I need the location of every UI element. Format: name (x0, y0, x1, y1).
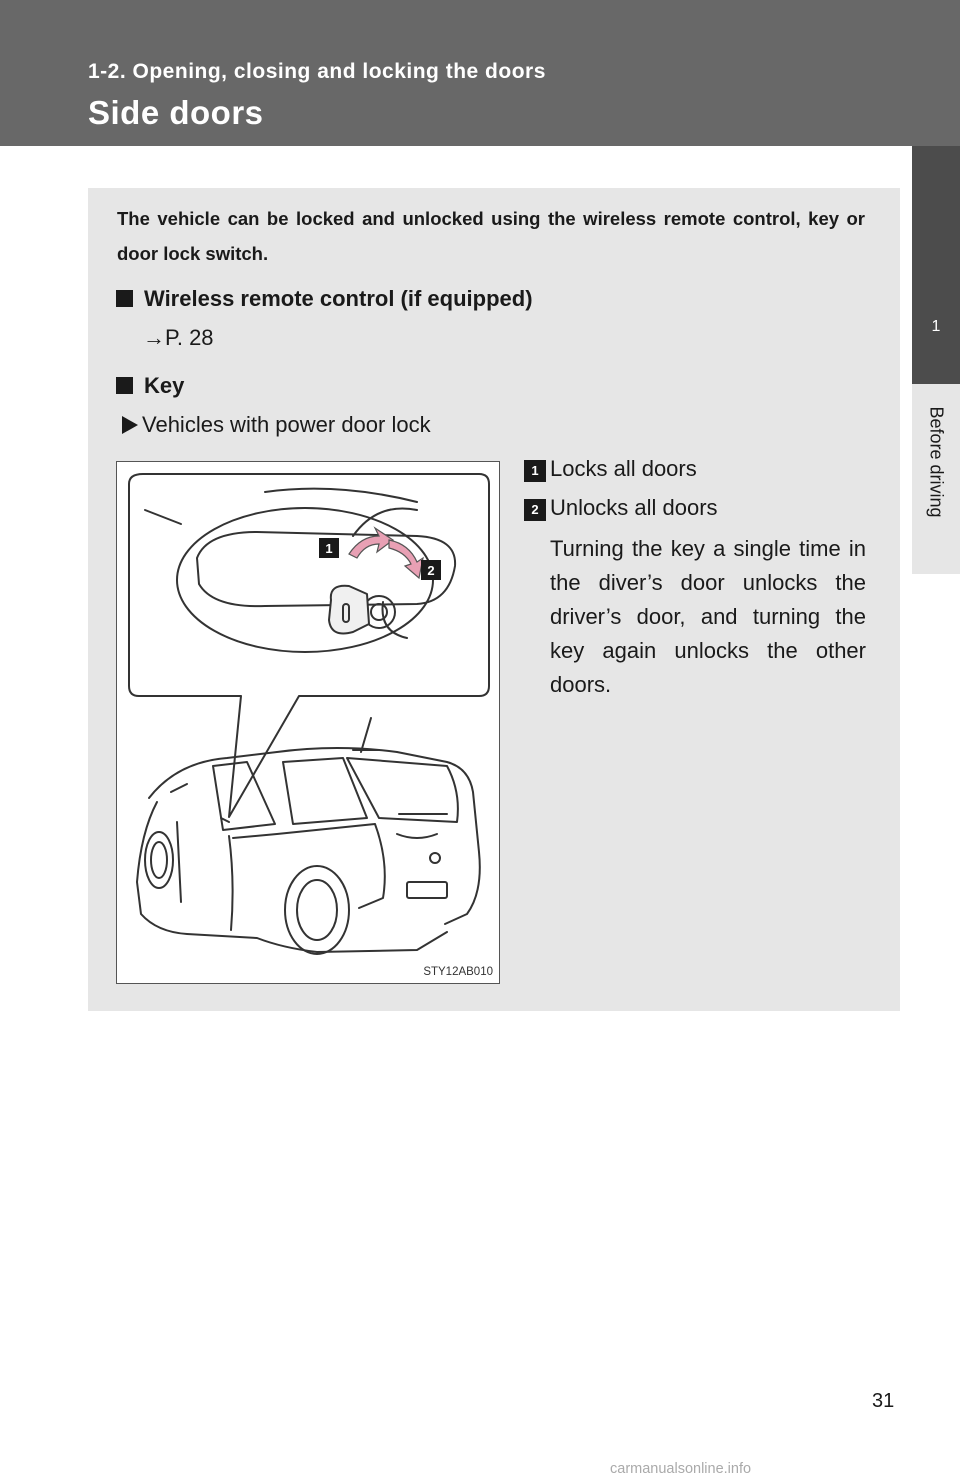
square-bullet-icon (116, 377, 133, 394)
unlock-note: Turning the key a single time in the diver’s door unlocks the driver’s door, and turning the key again unlocks the other doors. (550, 536, 866, 697)
chapter-number: 1 (931, 318, 941, 335)
door-lock-illustration (116, 461, 500, 984)
watermark: carmanualsonline.info (610, 1461, 752, 1477)
callout-1-label: 1 (325, 541, 333, 556)
section-label: 1-2. Opening, closing and locking the doors (88, 60, 546, 83)
heading-wireless-remote-label: Wireless remote control (if equipped) (144, 286, 533, 311)
callout-2 (421, 560, 441, 580)
intro-text: The vehicle can be locked and unlocked using the wireless remote control, key or door lock switch. (117, 208, 865, 264)
square-bullet-icon (116, 290, 133, 307)
vehicle-condition (122, 412, 431, 438)
legend-item-unlock-label: Unlocks all doors (550, 495, 718, 520)
chapter-tab (912, 146, 960, 384)
triangle-bullet-icon (122, 416, 138, 434)
chapter-name: Before driving (926, 406, 947, 518)
heading-key-label: Key (144, 373, 185, 398)
page-header (0, 0, 960, 146)
callout-2-label: 2 (427, 563, 435, 578)
figure-code: STY12AB010 (423, 966, 493, 978)
number-badge-1: 1 (524, 460, 546, 482)
page-title: Side doors (88, 94, 264, 131)
heading-key (116, 373, 184, 399)
page-number: 31 (872, 1390, 895, 1412)
page-reference: →P. 28 (143, 325, 214, 350)
legend-item-lock-label: Locks all doors (550, 456, 697, 481)
callout-1 (319, 538, 339, 558)
heading-wireless-remote (116, 286, 533, 312)
number-badge-2: 2 (524, 499, 546, 521)
legend-item-unlock (524, 495, 718, 521)
vehicle-condition-label: Vehicles with power door lock (142, 412, 431, 437)
legend-item-lock (524, 456, 697, 482)
key-door-handle-drawing (117, 462, 499, 983)
